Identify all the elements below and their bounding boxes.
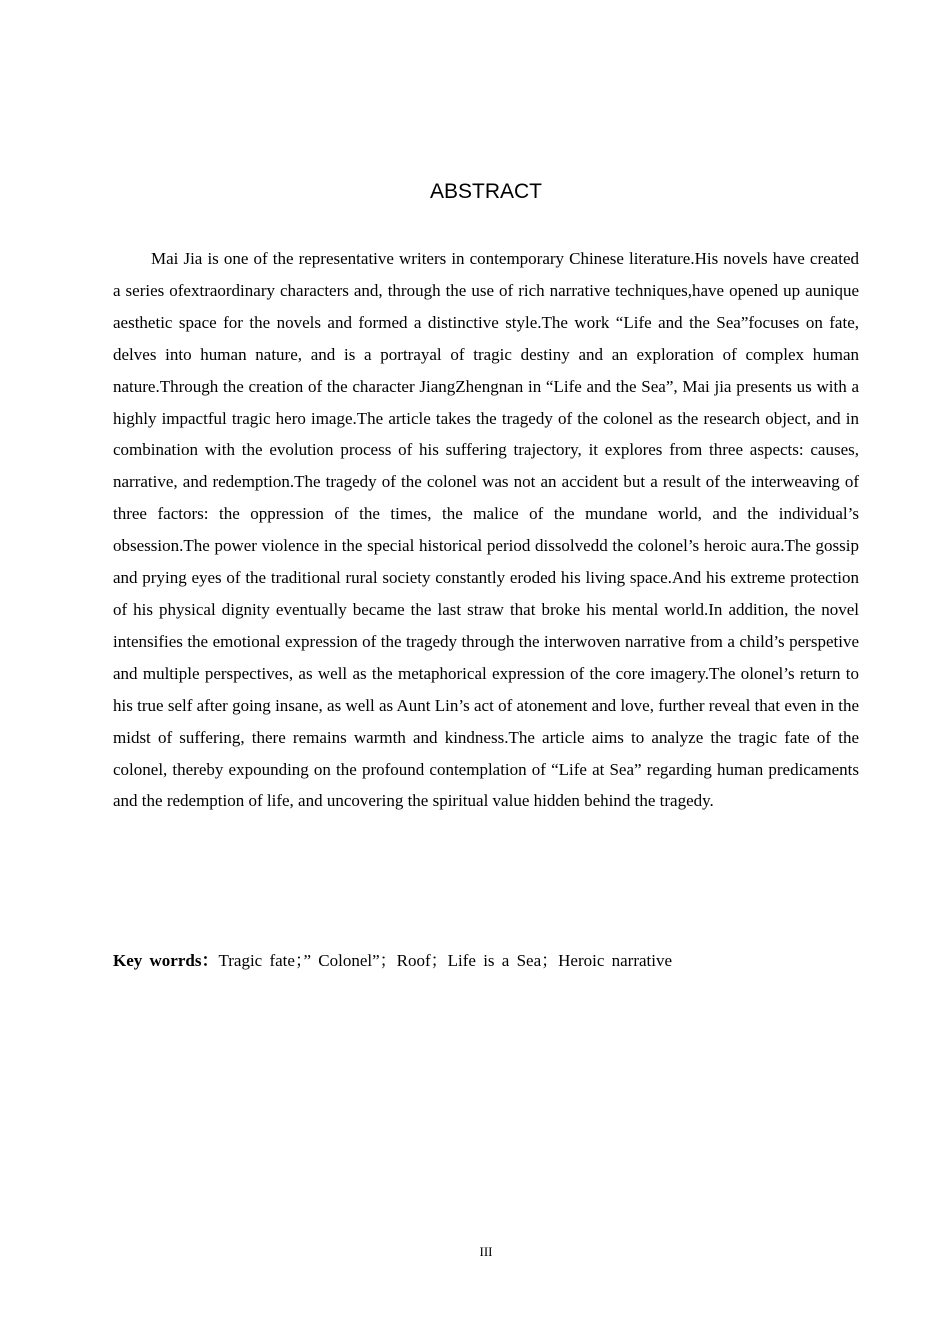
keywords-label: Key worrds： [113, 951, 219, 970]
keywords-line [113, 945, 859, 977]
page-number: III [479, 1244, 493, 1259]
keywords-text: Tragic fate；” Colonel”；Roof；Life is a Sea；Heroic narrative [218, 951, 673, 970]
abstract-paragraph: Mai Jia is one of the representative writers in contemporary Chinese literature.His novels have created a series ofextraordinary characters and, through the use of rich narrative techniques,have opened up aunique aesthetic space for the novels and formed a distinctive style.The work “Life and the Sea”focuses on fate, delves into human nature, and is a portrayal of tragic destiny and an exploration of complex human nature.Through the creation of the character JiangZhengnan in “Life and the Sea”, Mai jia presents us with a highly impactful tragic hero image.The article takes the tragedy of the colonel as the research object, and in combination with the evolution process of his suffering trajectory, it explores from three aspects: causes, narrative, and redemption.The tragedy of the colonel was not an accident but a result of the interweaving of three factors: the oppression of the times, the malice of the mundane world, and the individual’s obsession.The power violence in the special historical period dissolvedd the colonel’s heroic aura.The gossip and prying eyes of the traditional rural society constantly eroded his living space.And his extreme protection of his physical dignity eventually became the last straw that broke his mental world.In addition, the novel intensifies the emotional expression of the tragedy through the interwoven narrative from a child’s perspetive and multiple perspectives, as well as the metaphorical expression of the core imagery.The olonel’s return to his true self after going insane, as well as Aunt Lin’s act of atonement and love, further reveal that even in the midst of suffering, there remains warmth and kindness.The article aims to analyze the tragic fate of the colonel, thereby expounding on the profound contemplation of “Life at Sea” regarding human predicaments and the redemption of life, and uncovering the spiritual value hidden behind the tragedy. [113, 249, 859, 811]
abstract-heading: ABSTRACT [429, 180, 542, 203]
